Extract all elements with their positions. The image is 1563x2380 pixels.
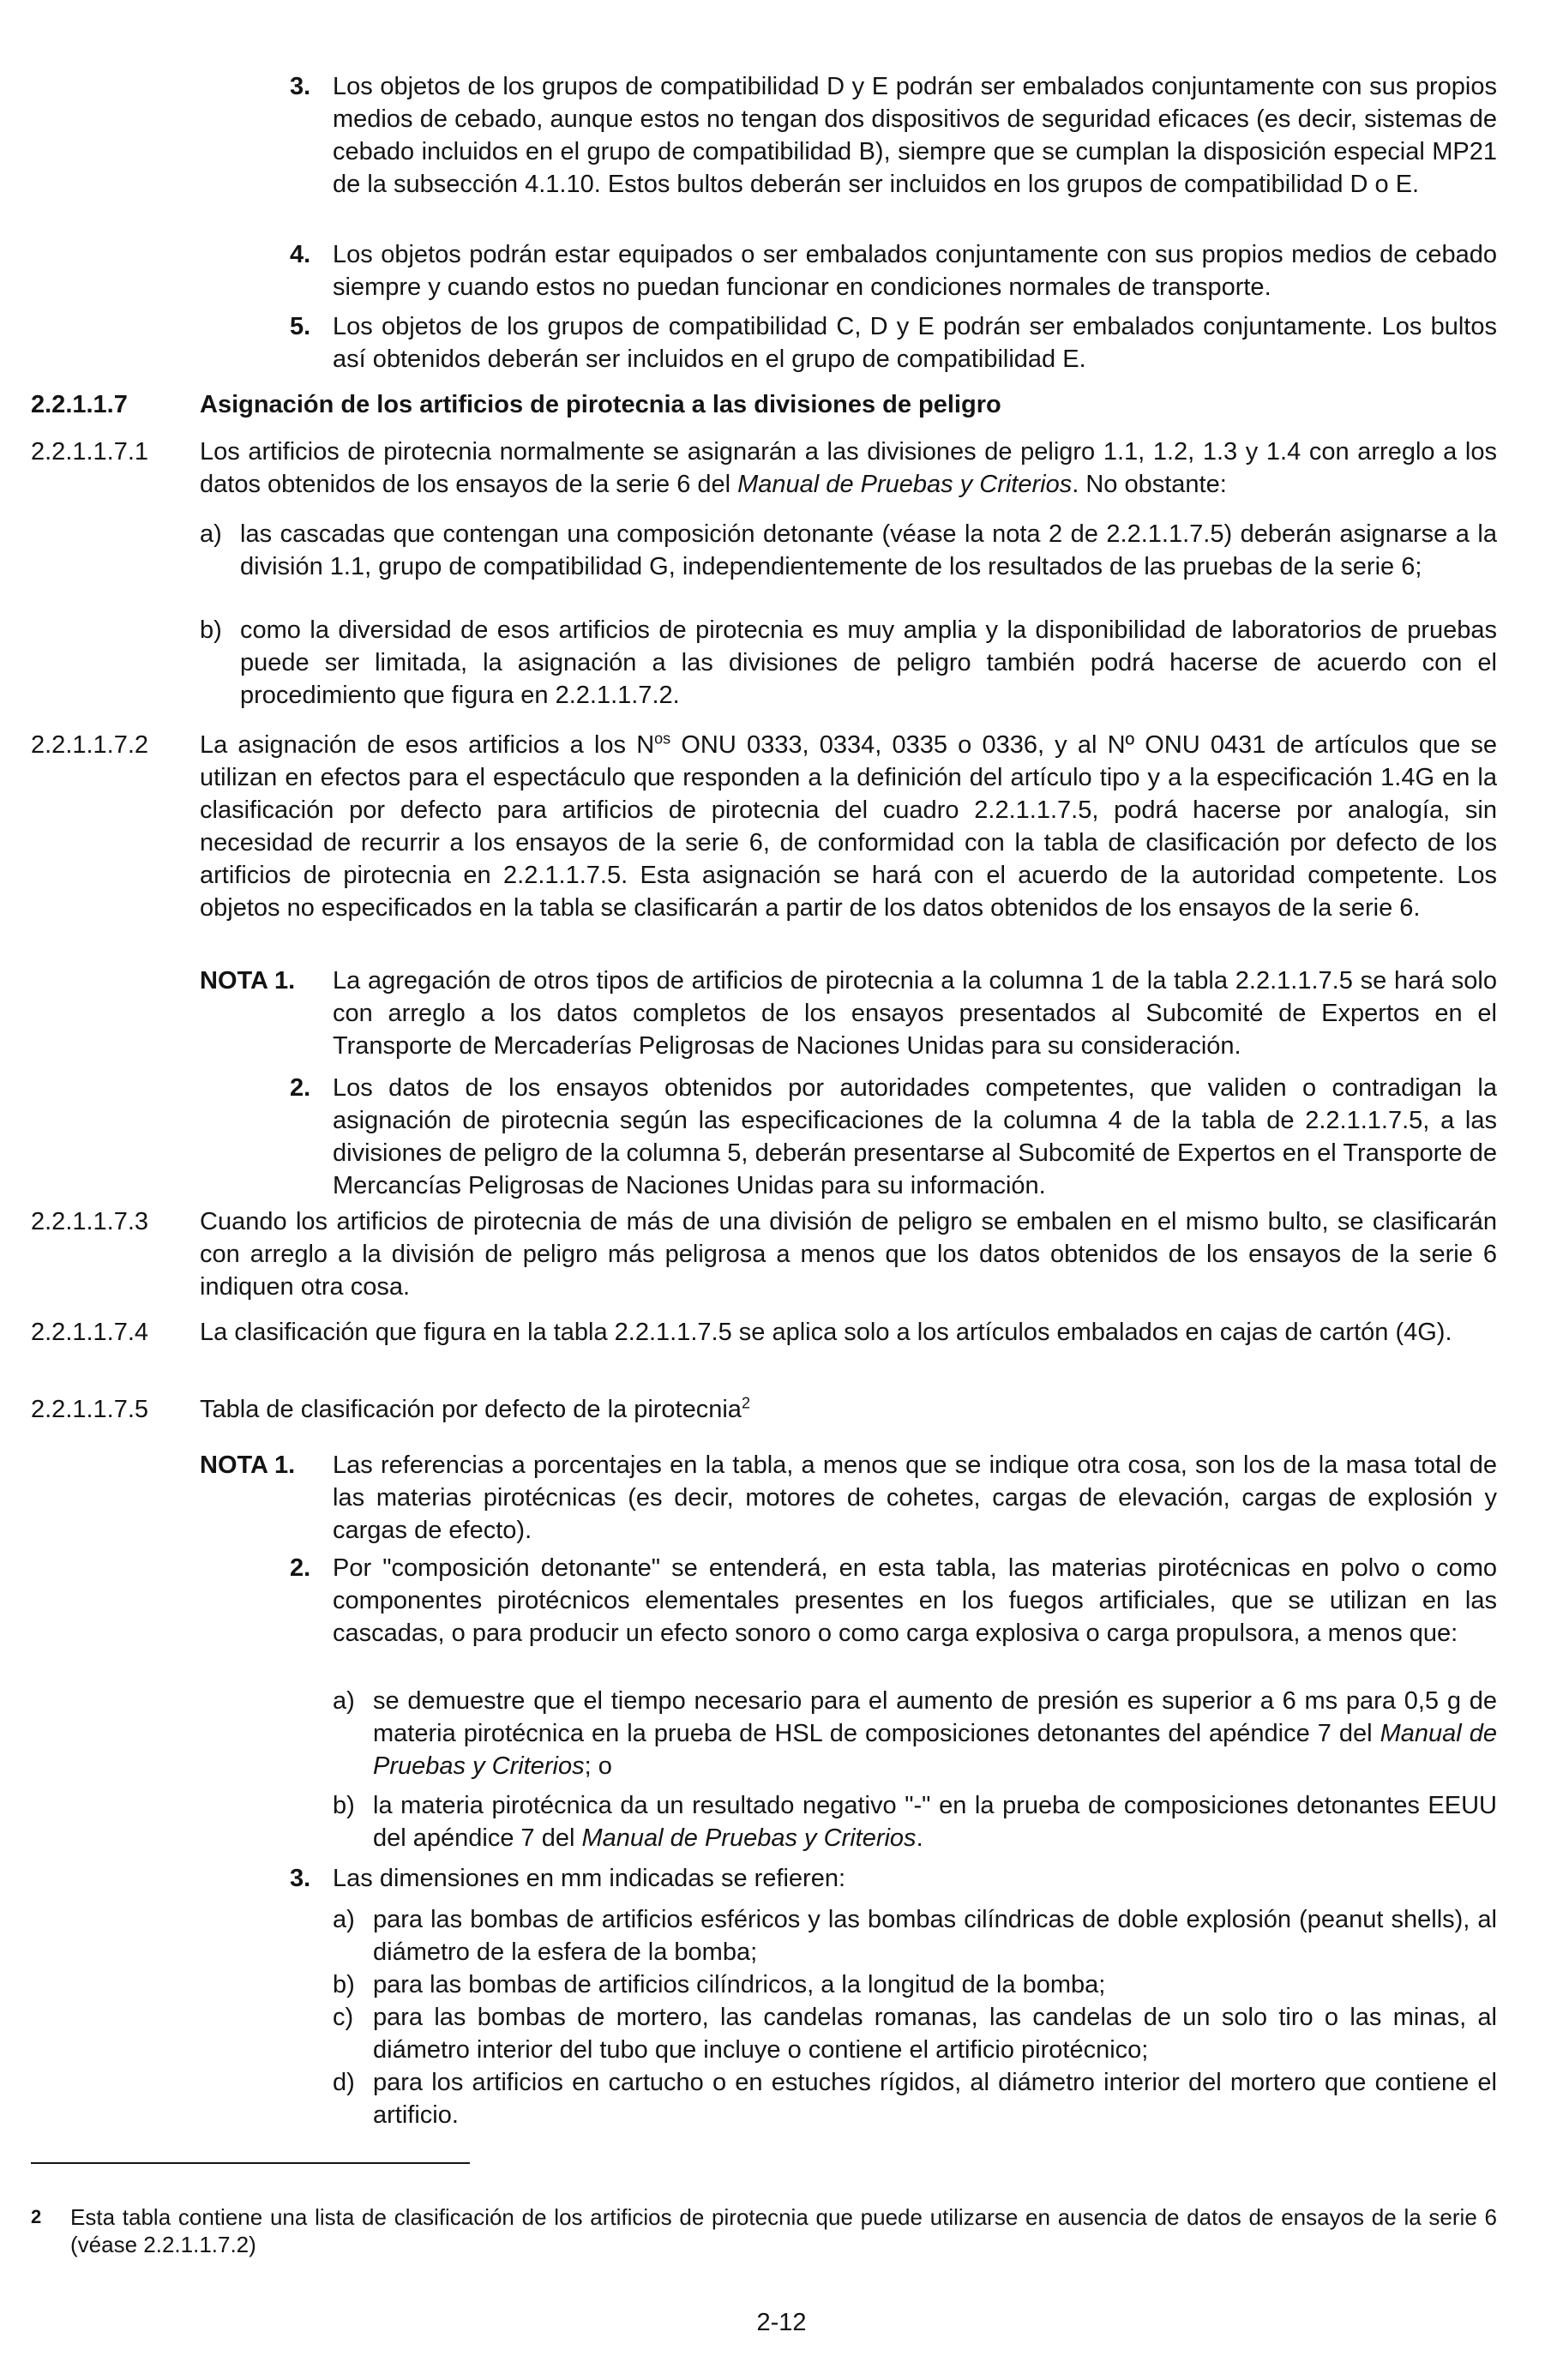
item-3-number: 3. xyxy=(290,73,311,100)
s72-text-a: La asignación de esos artificios a los N xyxy=(200,731,655,759)
s75-nota-2a-manual: Manual de Pruebas y Criterios xyxy=(373,1720,1497,1780)
s75-nota-2a-body: se demuestre que el tiempo necesario para el aumento de presión es superior a 6 ms para 0,5 g de materia pirotécnica en la prueba de HSL de composiciones detonantes del apéndice 7 del xyxy=(373,1687,1497,1747)
item-4-text: Los objetos podrán estar equipados o ser embalados conjuntamente con sus propios medios de cebado siempre y cuando estos no puedan funcionar en condiciones normales de transporte. xyxy=(333,241,1497,301)
item-5-number: 5. xyxy=(290,313,311,340)
s71-b-text: como la diversidad de esos artificios de pirotecnia es muy amplia y la disponibilidad de laboratorios de pruebas puede ser limitada, la asignación a las divisiones de peligro también podrá hacerse de acuerdo con el procedimiento que figura en 2.2.1.1.7.2. xyxy=(240,616,1497,709)
section-2-2-1-1-7-number: 2.2.1.1.7 xyxy=(31,391,128,418)
section-2-2-1-1-7-5-number: 2.2.1.1.7.5 xyxy=(31,1396,149,1423)
s72-nota-1-text: La agregación de otros tipos de artificios de pirotecnia a la columna 1 de la tabla 2.2.1.1.7.5 se hará solo con arreglo a los datos completos de los ensayos presentados al Subcomité de Expertos en el Transporte de Mercaderías Peligrosas de Naciones Unidas para su consideración. xyxy=(333,967,1497,1060)
s72-nota-2-label: 2. xyxy=(290,1074,311,1102)
s71-manual-title: Manual de Pruebas y Criterios xyxy=(737,471,1073,498)
s71-text-a: Los artificios de pirotecnia normalmente se asignarán a las divisiones de peligro 1.1, 1.2, 1.3 y 1.4 con arreglo a los datos obtenidos de los ensayos de la serie 6 del xyxy=(200,438,1497,498)
footnote-separator xyxy=(31,2162,470,2164)
s75-nota-2-label: 2. xyxy=(290,1554,311,1582)
s75-nota-3a-text: para las bombas de artificios esféricos y las bombas cilíndricas de doble explosión (peanut shells), al diámetro de la esfera de la bomba; xyxy=(373,1906,1497,1966)
item-5-text: Los objetos de los grupos de compatibilidad C, D y E podrán ser embalados conjuntamente. Los bultos así obtenidos deberán ser incluidos en el grupo de compatibilidad E. xyxy=(333,313,1497,373)
s75-nota-2a-text xyxy=(373,1685,1497,1782)
s72-nota-label: NOTA 1. xyxy=(200,967,296,995)
section-2-2-1-1-7-1-number: 2.2.1.1.7.1 xyxy=(31,438,149,466)
s71-b-label: b) xyxy=(200,616,222,644)
footnote-text: Esta tabla contiene una lista de clasificación de los artificios de pirotecnia que puede utilizarse en ausencia de datos de ensayos de la serie 6 (véase 2.2.1.1.7.2) xyxy=(70,2204,1497,2257)
s71-text-b: . No obstante: xyxy=(1072,471,1227,498)
section-2-2-1-1-7-5-title xyxy=(200,1393,1497,1426)
s75-nota-1-text: Las referencias a porcentajes en la tabla, a menos que se indique otra cosa, son los de la masa total de las materias pirotécnicas (es decir, motores de cohetes, cargas de elevación, cargas de explosión y cargas de efecto). xyxy=(333,1451,1497,1544)
s75-nota-2b-end: . xyxy=(916,1824,923,1852)
s71-a-text: las cascadas que contengan una composición detonante (véase la nota 2 de 2.2.1.1.7.5) deberán asignarse a la división 1.1, grupo de compatibilidad G, independientemente de los resultados de las pruebas de la serie 6; xyxy=(240,520,1497,580)
s75-nota-3b-text: para las bombas de artificios cilíndricos, a la longitud de la bomba; xyxy=(373,1971,1106,1998)
s75-nota-2b-manual: Manual de Pruebas y Criterios xyxy=(581,1824,917,1852)
s75-nota-3a-label: a) xyxy=(333,1906,355,1933)
s75-nota-2-text: Por "composición detonante" se entenderá, en esta tabla, las materias pirotécnicas en polvo o como componentes pirotécnicos elementales presentes en los fuegos artificiales, que se utilizan en las cascadas, o para producir un efecto sonoro o como carga explosiva o carga propulsora, a menos que: xyxy=(333,1554,1497,1647)
section-2-2-1-1-7-2-text xyxy=(200,729,1497,924)
section-2-2-1-1-7-title: Asignación de los artificios de pirotecnia a las divisiones de peligro xyxy=(200,391,1001,418)
section-2-2-1-1-7-1-text xyxy=(200,436,1497,501)
s72-nota-2-text: Los datos de los ensayos obtenidos por autoridades competentes, que validen o contradigan la asignación de pirotecnia según las especificaciones de la columna 4 de la tabla de 2.2.1.1.7.5, a las divisiones de peligro de la columna 5, deberán presentarse al Subcomité de Expertos en el Transporte de Mercancías Peligrosas de Naciones Unidas para su información. xyxy=(333,1074,1497,1199)
s75-nota-2a-end: ; o xyxy=(584,1752,612,1780)
s71-a-label: a) xyxy=(200,520,222,548)
page-number: 2-12 xyxy=(756,2309,807,2336)
section-2-2-1-1-7-3-number: 2.2.1.1.7.3 xyxy=(31,1208,149,1235)
s75-nota-3c-text: para las bombas de mortero, las candelas romanas, las candelas de un solo tiro o las minas, al diámetro interior del tubo que incluye o contiene el artificio pirotécnico; xyxy=(373,2004,1497,2064)
s72-superscript: os xyxy=(654,730,671,748)
item-4-number: 4. xyxy=(290,241,311,268)
section-2-2-1-1-7-3-text: Cuando los artificios de pirotecnia de más de una división de peligro se embalen en el mismo bulto, se clasificarán con arreglo a la división de peligro más peligrosa a menos que los datos obtenidos de los ensayos de la serie 6 indiquen otra cosa. xyxy=(200,1208,1497,1301)
s75-title-text: Tabla de clasificación por defecto de la pirotecnia xyxy=(200,1396,742,1423)
s75-nota-2b-label: b) xyxy=(333,1792,355,1819)
footnote-ref-2: 2 xyxy=(741,1394,750,1412)
s75-nota-2b-text xyxy=(373,1789,1497,1854)
s75-nota-label: NOTA 1. xyxy=(200,1451,296,1479)
s75-nota-3d-label: d) xyxy=(333,2069,355,2096)
s72-text-b: ONU 0333, 0334, 0335 o 0336, y al Nº ONU 0431 de artículos que se utilizan en efectos para el espectáculo que responden a la definición del artículo tipo y a la especificación 1.4G en la clasificación por defecto para artificios de pirotecnia del cuadro 2.2.1.1.7.5, podrá hacerse por analogía, sin necesidad de recurrir a los ensayos de la serie 6, de conformidad con la tabla de clasificación por defecto de los artificios de pirotecnia en 2.2.1.1.7.5. Esta asignación se hará con el acuerdo de la autoridad competente. Los objetos no especificados en la tabla se clasificarán a partir de los datos obtenidos de los ensayos de la serie 6. xyxy=(200,731,1498,922)
s75-nota-3c-label: c) xyxy=(333,2004,354,2031)
s75-nota-3-label: 3. xyxy=(290,1865,311,1892)
section-2-2-1-1-7-4-text: La clasificación que figura en la tabla 2.2.1.1.7.5 se aplica solo a los artículos embalados en cajas de cartón (4G). xyxy=(200,1319,1452,1346)
s75-nota-2a-label: a) xyxy=(333,1687,355,1715)
section-2-2-1-1-7-2-number: 2.2.1.1.7.2 xyxy=(31,731,149,759)
item-3-text: Los objetos de los grupos de compatibilidad D y E podrán ser embalados conjuntamente con sus propios medios de cebado, aunque estos no tengan dos dispositivos de seguridad eficaces (es decir, sistemas de cebado incluidos en el grupo de compatibilidad B), siempre que se cumplan la disposición especial MP21 de la subsección 4.1.10. Estos bultos deberán ser incluidos en los grupos de compatibilidad D o E. xyxy=(333,73,1497,198)
footnote-number: 2 xyxy=(31,2206,42,2227)
s75-nota-2b-body: la materia pirotécnica da un resultado negativo "-" en la prueba de composiciones detonantes EEUU del apéndice 7 del xyxy=(373,1792,1497,1852)
s75-nota-3d-text: para los artificios en cartucho o en estuches rígidos, al diámetro interior del mortero que contiene el artificio. xyxy=(373,2069,1497,2129)
section-2-2-1-1-7-4-number: 2.2.1.1.7.4 xyxy=(31,1319,149,1346)
s75-nota-3b-label: b) xyxy=(333,1971,355,1998)
s75-nota-3-text: Las dimensiones en mm indicadas se refieren: xyxy=(333,1865,846,1892)
